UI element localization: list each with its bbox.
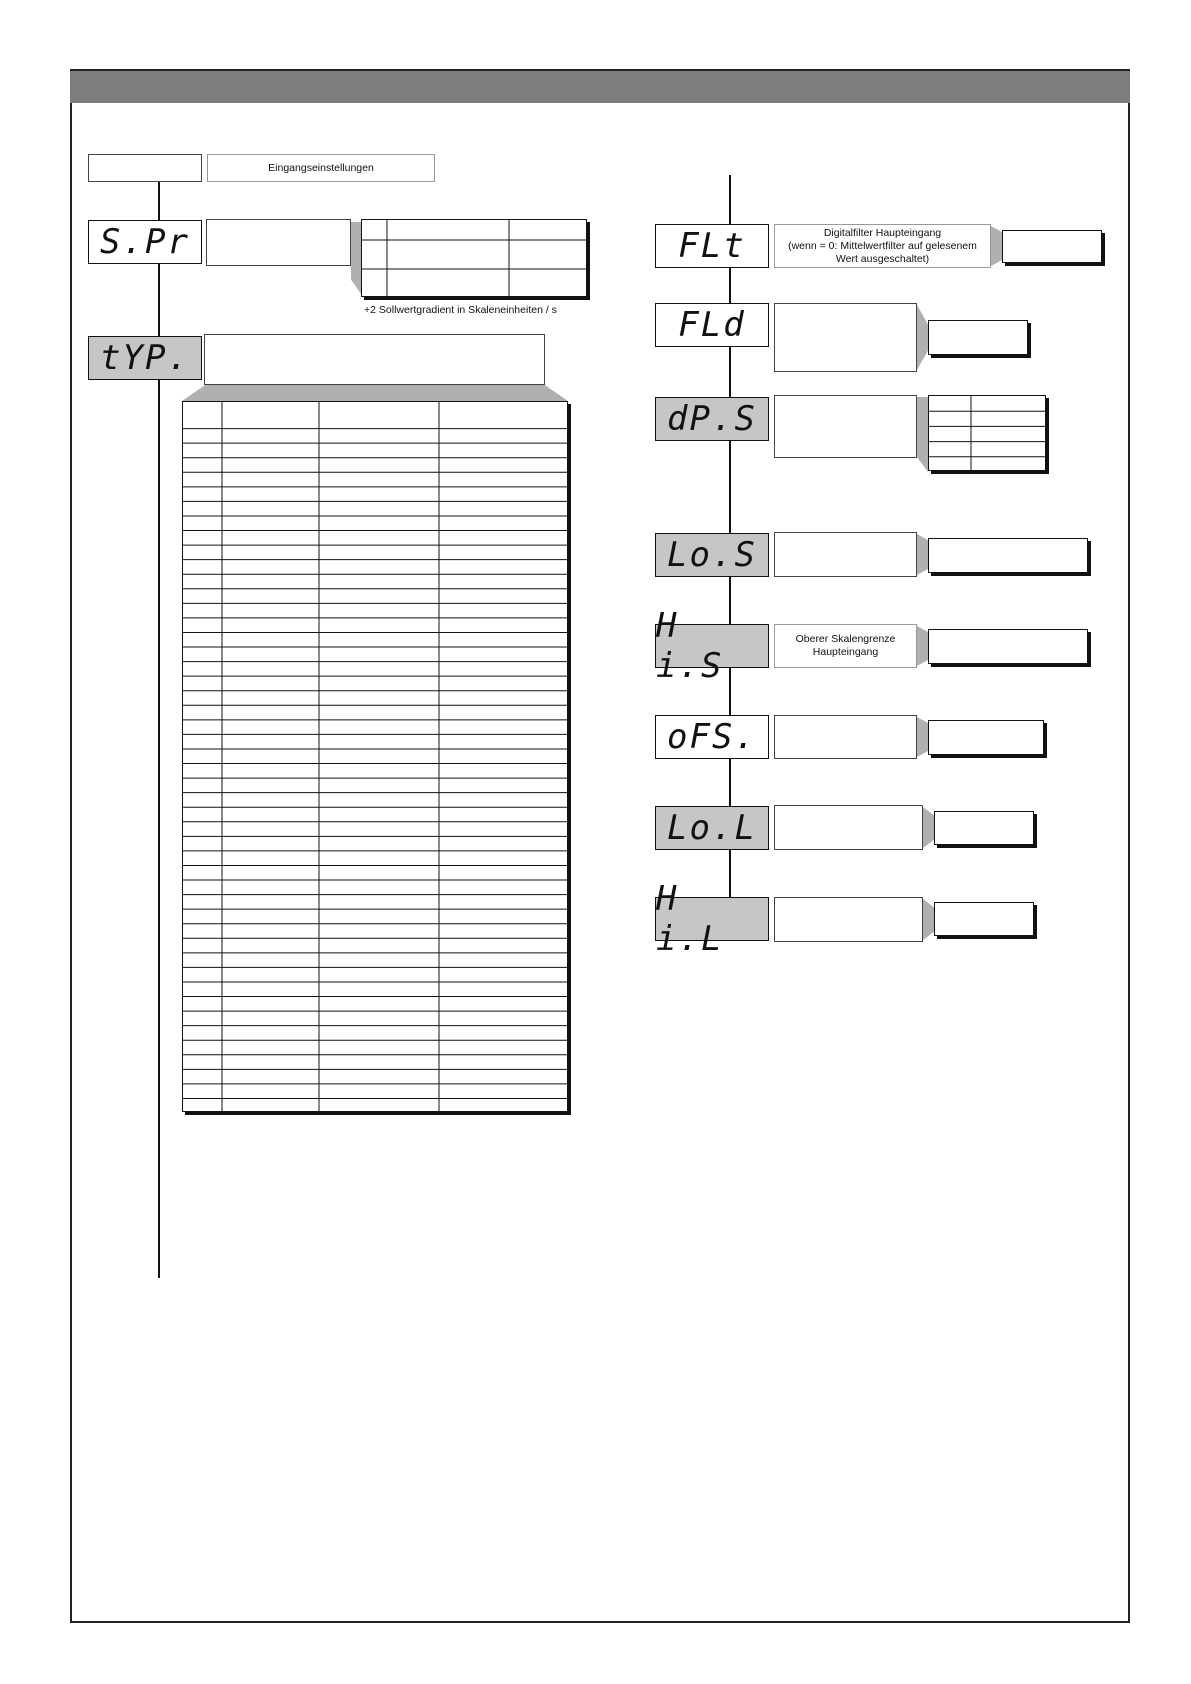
los-display — [655, 533, 769, 577]
spr-value-table-grid — [362, 220, 588, 298]
typ-value-table — [182, 401, 568, 1112]
his-description-line-1: Oberer Skalengrenze — [795, 633, 896, 645]
typ-wedge — [182, 385, 568, 401]
los-value-box — [928, 538, 1088, 573]
los-description-box — [774, 532, 917, 577]
dps-value-table — [928, 395, 1046, 471]
spr-display — [88, 220, 202, 264]
spr-value-table — [361, 219, 587, 297]
typ-display-text: tYP. — [100, 338, 190, 378]
his-value-box — [928, 629, 1088, 664]
hil-display — [655, 879, 769, 959]
ofs-wedge — [917, 717, 928, 757]
lol-description-box — [774, 805, 923, 850]
flt-description-box — [774, 224, 991, 268]
flt-description-line-3: Wert ausgeschaltet) — [835, 252, 930, 265]
section-title: Eingangseinstellungen — [268, 161, 374, 174]
header-bar — [70, 69, 1130, 103]
his-display — [655, 606, 769, 686]
lol-display-text: Lo.L — [667, 808, 757, 848]
hil-description-box — [774, 897, 923, 942]
flt-description-line-2: (wenn = 0: Mittelwertfilter auf gelesenem — [788, 239, 977, 252]
spr-note: +2 Sollwertgradient in Skaleneinheiten / s — [364, 304, 557, 316]
flt-display — [655, 224, 769, 268]
fld-display — [655, 303, 769, 347]
fld-value-box — [928, 320, 1028, 355]
ofs-display-text: oFS. — [667, 717, 757, 757]
typ-value-table-grid — [183, 402, 569, 1113]
section-title-box — [207, 154, 435, 182]
typ-display — [88, 336, 202, 380]
dps-display-text: dP.S — [667, 399, 757, 439]
flt-value-box — [1002, 230, 1102, 263]
flt-wedge — [991, 226, 1002, 266]
ofs-value-box — [928, 720, 1044, 755]
los-display-text: Lo.S — [667, 535, 757, 575]
lol-display — [655, 806, 769, 850]
flt-display-text: FLt — [678, 226, 746, 266]
typ-description-box — [204, 334, 545, 385]
his-description-line-2: Haupteingang — [812, 646, 879, 658]
section-code-box — [88, 154, 202, 182]
fld-display-text: FLd — [678, 305, 746, 345]
spr-description-box — [206, 219, 351, 266]
lol-value-box — [934, 811, 1034, 845]
flt-description-line-1: Digitalfilter Haupteingang — [823, 226, 942, 239]
fld-description-box — [774, 303, 917, 372]
his-wedge — [917, 626, 928, 666]
ofs-display — [655, 715, 769, 759]
spr-display-text: S.Pr — [100, 222, 190, 262]
dps-value-table-grid — [929, 396, 1047, 472]
dps-description-box — [774, 395, 917, 458]
hil-display-text: H i.L — [656, 879, 724, 959]
hil-value-box — [934, 902, 1034, 936]
los-wedge — [917, 534, 928, 575]
his-display-text: H i.S — [656, 606, 724, 686]
dps-display — [655, 397, 769, 441]
ofs-description-box — [774, 715, 917, 759]
his-description-box — [774, 624, 917, 668]
